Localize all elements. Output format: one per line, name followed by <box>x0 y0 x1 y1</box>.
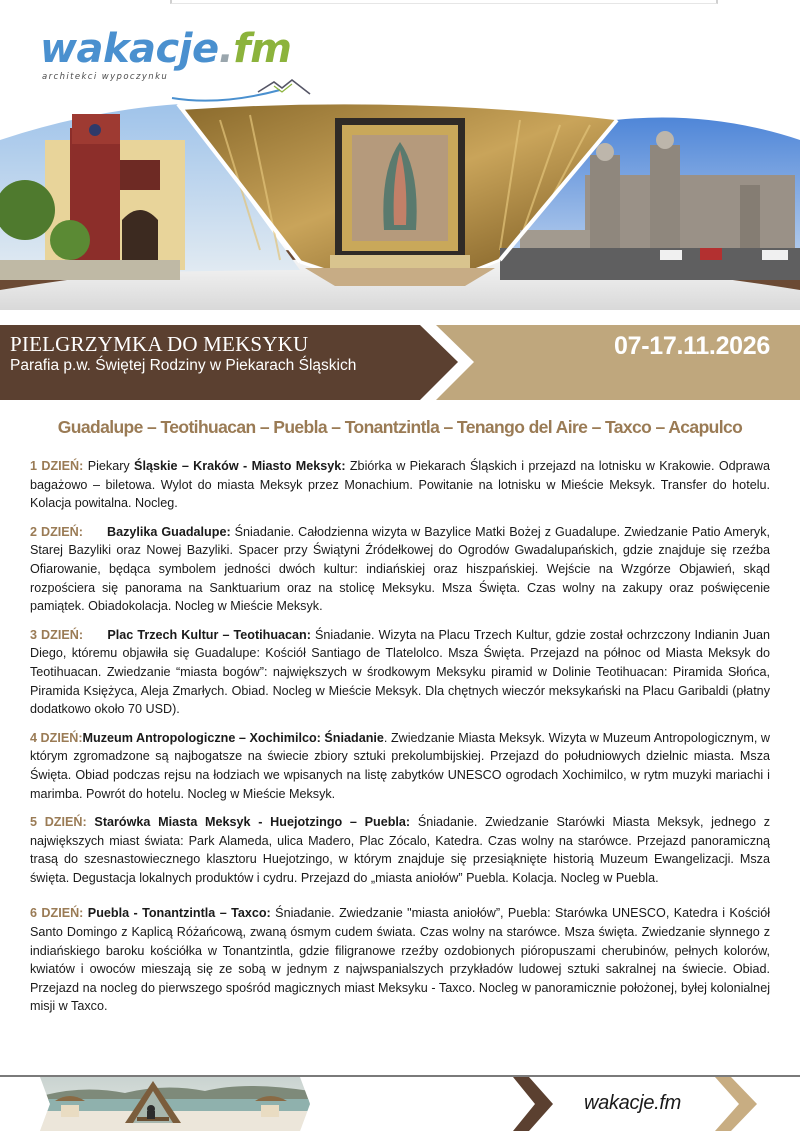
itinerary-day <box>30 813 770 887</box>
day-label: 3 DZIEŃ: <box>30 627 84 642</box>
day-title: Puebla - Tonantzintla – Taxco: <box>87 906 271 921</box>
day-description: Śniadanie. Całodzienna wizyta w Bazylice Matki Bożej z Guadalupe. Zwiedzanie Patio Ameryk, Starej Bazyliki oraz Nowej Bazyliki. Spacer przy Świątyni Źródełkowej do Ogrodów Gwadalupańskich, gdzie znajduje się rzeźba Ofiarowanie, będąca symbolem jedności dwóch kultur: indiańskiej oraz hiszpańskiej. Wejście na Wzgórze Objawień, skąd rozpościera się panorama na Sanktuarium oraz na stolicę Meksyku. Msza Święta. Czas wolny na zakupy oraz poświęcenie pamiątek. Obiadokolacja. Nocleg w Mieście Meksyk. <box>30 524 771 614</box>
day-title: Śląskie – Kraków - Miasto Meksyk: <box>134 459 346 473</box>
logo-part1: wakacje <box>40 26 219 72</box>
day-prefix: Piekary <box>83 459 135 473</box>
itinerary-day <box>30 729 770 803</box>
day-description: . Zwiedzanie Miasta Meksyk. Wizyta w Muzeum Antropologicznym, w którym zgromadzone są najbogatsze na świecie zbiory sztuki prekolumbijskiej. Przejazd do południowych dzielnic miasta. Msza Święta. Obiad podczas rejsu na łodziach we wpisanych na listę zabytków UNESCO ogrodach Xochimilco, w rytm muzyki mariachi i marimba. Powrót do hotelu. Nocleg w Mieście Meksyk. <box>30 730 770 801</box>
itinerary-day <box>30 626 770 719</box>
logo-dot: . <box>218 26 234 72</box>
itinerary-day <box>30 523 770 616</box>
page-title: PIELGRZYMKA DO MEKSYKU <box>10 332 309 356</box>
itinerary-day <box>30 904 770 1016</box>
logo-part2: fm <box>233 26 292 72</box>
chevron-dark-icon <box>513 1077 553 1131</box>
itinerary-day <box>30 457 770 513</box>
route-heading: Guadalupe – Teotihuacan – Puebla – Tonantzintla – Tenango del Aire – Taxco – Acapulco <box>57 417 743 437</box>
day-description: Zbiórka w Piekarach Śląskich i przejazd na lotnisku w Krakowie. Odprawa bagażowo – biletowa. Wylot do miasta Meksyk przez Monachium. Powitanie na lotnisku w Mieście Meksyk. Transfer do hotelu. Kolacja powitalna. Nocleg. <box>30 459 770 511</box>
day-title: Bazylika Guadalupe: <box>106 524 231 539</box>
chevron-light-icon <box>715 1077 757 1131</box>
page-subtitle: Parafia p.w. Świętej Rodziny w Piekarach Śląskich <box>10 357 357 374</box>
itinerary <box>30 457 770 1026</box>
day-label: 4 DZIEŃ: <box>30 730 83 745</box>
beach-huts-photo <box>25 1077 310 1131</box>
logo-tagline: architekci wypoczynku <box>42 72 169 82</box>
day-prefix <box>83 525 107 539</box>
day-description: Śniadanie. Zwiedzanie "miasta aniołów”, Puebla: Starówka UNESCO, Katedra i Kościół Santo Domingo z Kaplicą Różańcową, zwaną ósmym cudem świata. Czas wolny na starówce. Msza święta. Zwiedzanie słynnego z indiańskiego baroku kościółka w Tonantzintla, gdzie filigranowe rzeźby ozdobionych pióropuszami cherubinów, pełnych kolorów, kwiatów i owoców mieszają się ze sobą w jednym z najwspanialszych przykładów ludowej sztuki sakralnej na świecie. Obiad. Przejazd na nocleg do pierwszego spośród magicznych miast Meksyku - Taxco. Nocleg w panoramicznie położonej, byłej kolonialnej misji w Taxco. <box>30 906 771 1014</box>
day-title: Muzeum Antropologiczne – Xochimilco: Śniadanie <box>82 730 384 745</box>
day-title: Starówka Miasta Meksyk - Huejotzingo – Puebla: <box>94 815 411 830</box>
logo-wordmark <box>40 24 291 74</box>
day-title: Plac Trzech Kultur – Teotihuacan: <box>107 627 311 642</box>
day-label: 1 DZIEŃ: <box>30 459 84 473</box>
day-label: 2 DZIEŃ: <box>30 524 83 539</box>
wakacje-logo[interactable] <box>40 24 300 84</box>
day-description: Śniadanie. Wizyta na Placu Trzech Kultur, gdzie został ochrzczony Indianin Juan Diego, któremu objawiła się Guadalupe: Kościół Santiago de Tlatelolco. Msza Święta. Przejazd na północ od Miasta Meksyk do Teotihuacan. Zwiedzanie “miasta bogów”: największych w środkowym Meksyku piramid w Dolinie Teotihuacan: Piramida Słońca, Piramida Księżyca, Aleja Zmarłych. Obiad. Nocleg w Mieście Meksyk. Dla chętnych wieczór meksykański na Placu Garibaldi (płatny dodatkowo około 70 USD). <box>30 627 770 717</box>
day-description: Śniadanie. Zwiedzanie Starówki Miasta Meksyk, jednego z największych miast świata: Park Alameda, ulica Madero, Plac Zócalo, Katedra. Czas wolny na starówce. Przejazd panoramiczną trasą do szesnastowiecznego klasztoru Huejotzingo, w którym znajduje się przesiąknięte historią Muzeum Ewangelizacji. Msza święta. Degustacja lokalnych produktów i cydru. Przejazd do „miasta aniołów” Puebla. Kolacja. Nocleg w Puebla. <box>30 815 771 885</box>
day-prefix <box>83 628 107 642</box>
day-label: 5 DZIEŃ: <box>30 815 87 830</box>
day-label: 6 DZIEŃ: <box>30 906 84 921</box>
top-rule <box>170 0 718 4</box>
photo-banner <box>0 100 800 310</box>
trip-dates: 07-17.11.2026 <box>614 332 770 360</box>
footer-brand[interactable]: wakacje.fm <box>584 1092 682 1114</box>
